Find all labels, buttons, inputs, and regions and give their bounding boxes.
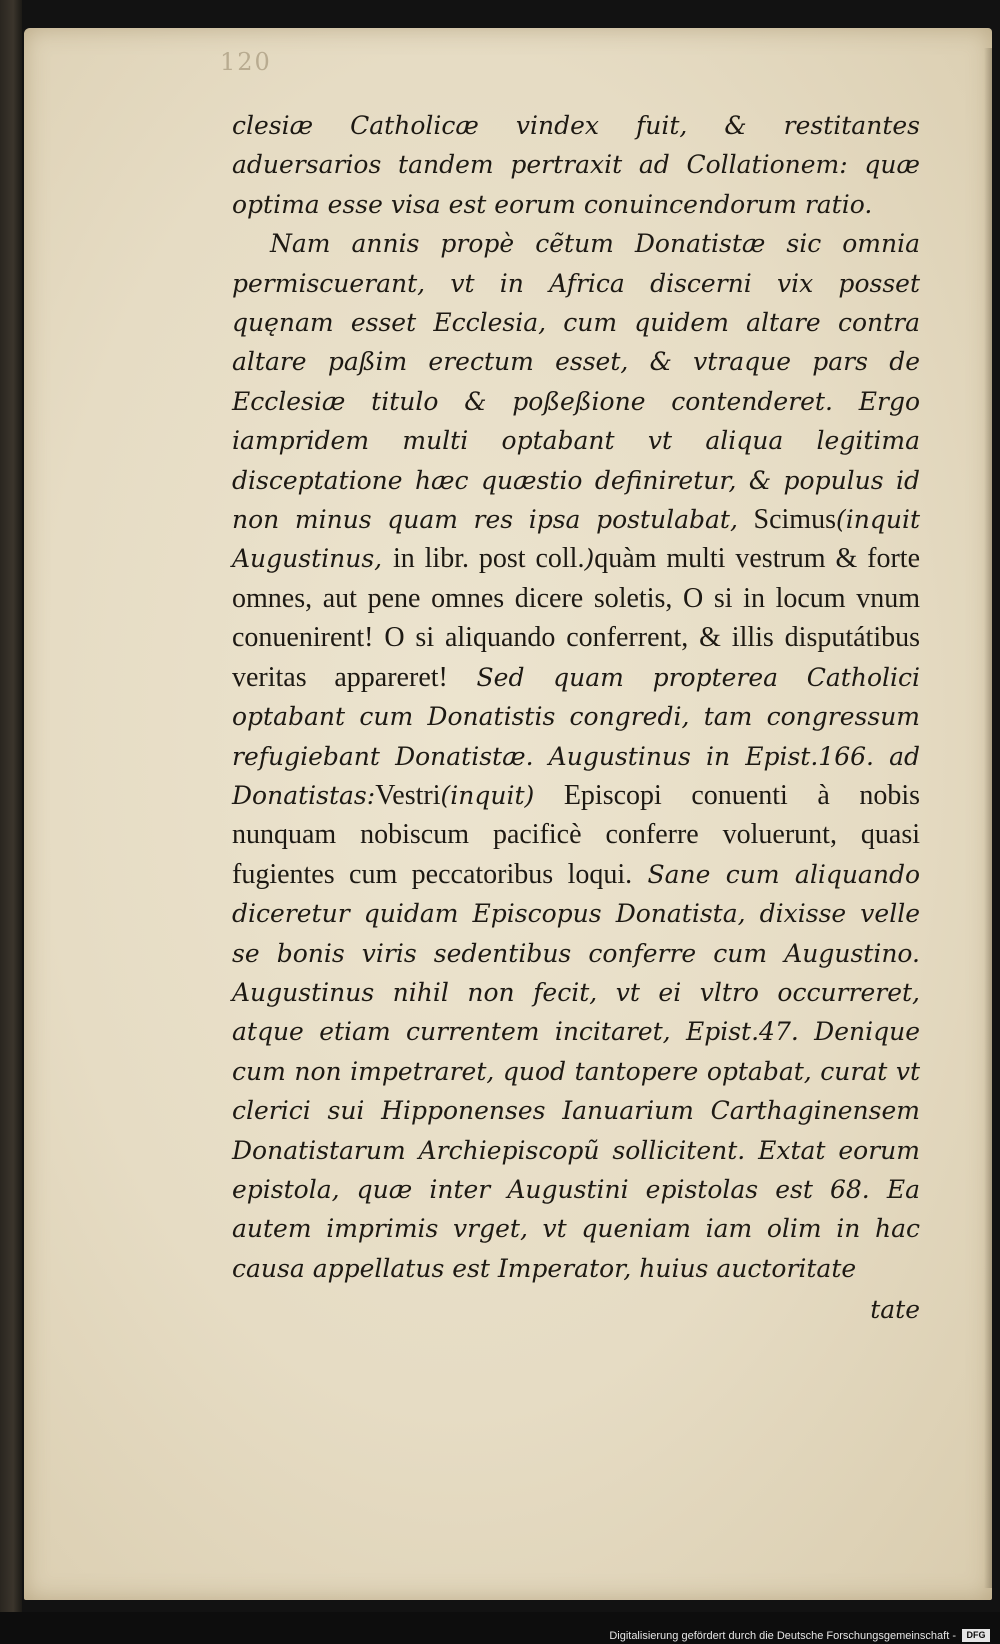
text-segment: ): [584, 544, 595, 574]
text-segment: in libr. post coll.: [392, 543, 585, 575]
text-segment: clesiæ Catholicæ vindex fuit, & restitantes aduersarios tandem pertraxit ad Collationem: quæ optima esse visa est eorum conuincendorum ratio.: [232, 111, 920, 219]
dfg-logo: DFG: [962, 1629, 990, 1642]
funding-credit: Digitalisierung gefördert durch die Deutsche Forschungsgemeinschaft -: [609, 1630, 956, 1642]
catchword: tate: [870, 1295, 920, 1325]
text-segment: Sed quam propterea Catholici optabant cum Donatistis congredi, tam congressum refugiebant Donatistæ. Augustinus in Epist.166. ad Donatistas:: [232, 662, 920, 810]
text-segment: Vestri: [375, 779, 441, 811]
page-number: 120: [220, 48, 272, 76]
text-segment: (inquit Augustinus,: [232, 505, 920, 574]
text-segment: Nam annis propè cẽtum Donatistæ sic omnia permiscuerant, vt in Africa discerni vix posset quęnam esset Ecclesia, cum quidem altare contra altare paßim erectum esset, & vtraque pars de Ecclesiæ titulo & poßeßione contenderet. Ergo iampridem multi optabant vt aliqua legitima disceptatione hæc quæstio definiretur, & populus id non minus quam res ipsa postulabat,: [232, 229, 920, 535]
page-edge-shadow: [984, 48, 992, 1588]
text-segment: Sane cum aliquando diceretur quidam Episcopus Donatista, dixisse velle se bonis viris sedentibus conferre cum Augustino. Augustinus nihil non fecit, vt ei vltro occurreret, atque etiam currentem incitaret, Epist.47. Denique cum non impetraret, quod tantopere optabat, curat vt clerici sui Hipponenses Ianuarium Carthaginensem Donatistarum Archiepiscopũ sollicitent. Extat eorum epistola, quæ inter Augustini epistolas est 68. Ea autem imprimis vrget, vt queniam iam olim in hac causa appellatus est Imperator, huius auctoritate: [232, 859, 920, 1283]
text-segment: Scimus: [753, 504, 836, 536]
book-cover-edge: [0, 0, 22, 1612]
paragraph-1: [232, 106, 920, 224]
text-segment: Episcopi conuenti à nobis nunquam nobiscum pacificè conferre voluerunt, quasi fugientes cum peccatoribus loqui.: [232, 779, 920, 890]
text-segment: quàm multi vestrum & forte omnes, aut pene omnes dicere soletis, O si in locum vnum conuenirent! O si aliquando conferrent, & illis disputátibus veritas appareret!: [232, 543, 921, 693]
text-block: [232, 106, 920, 1330]
paragraph-2: [232, 224, 920, 1288]
text-segment: (inquit): [440, 780, 535, 810]
